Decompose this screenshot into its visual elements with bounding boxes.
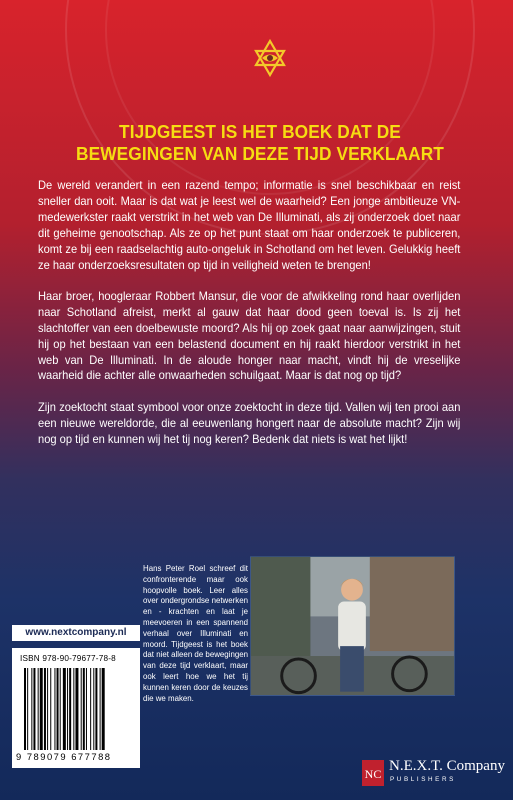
publisher-name: N.E.X.T. Company — [389, 758, 505, 774]
svg-text:NC: NC — [364, 767, 382, 781]
author-photo — [250, 556, 455, 696]
headline-line-2: BEWEGINGEN VAN DEZE TIJD VERKLAART — [76, 143, 444, 164]
blurb-paragraph-2: Haar broer, hoogleraar Robbert Mansur, die voor de afwikkeling rond haar overlijden naar Schotland afreist, merkt al gauw dat haar dood geen toeval is. Is zij het slachtoffer van een doelbewuste moord? Als hij op zoek gaat naar aanwijzingen, stuit hij op het bestaan van een belastend document en hij raakt hierdoor verstrikt in het web van De Illuminati. In de aloude honger naar macht, vindt hij de vreselijke waarheid die achter alle onwaarheden schuilgaat. Maar is dat nog op tijd? — [38, 289, 461, 383]
author-photo-illustration — [251, 557, 454, 696]
star-of-david-eye-icon — [250, 38, 290, 78]
barcode — [24, 668, 136, 750]
blurb — [38, 178, 460, 463]
isbn-barcode-box — [12, 648, 140, 768]
isbn-text: ISBN 978-90-79677-78-8 — [20, 654, 116, 663]
nc-logo-icon — [362, 760, 384, 786]
website-label: www.nextcompany.nl — [12, 625, 140, 641]
blurb-paragraph-3: Zijn zoektocht staat symbool voor onze zoektocht in deze tijd. Vallen wij ten prooi aan een nieuwe wereldorde, die al eeuwenlang hongert naar de absolute macht? Zijn wij nog op tijd en kunnen wij het tij nog keren? Bedenk dat niets is wat het lijkt! — [38, 400, 461, 446]
blurb-paragraph-1: De wereld verandert in een razend tempo; informatie is snel beschikbaar en reist sneller dan ooit. Maar is dat wat je leest wel de waarheid? Een jonge ambitieuze VN-medewerkster raakt verstrikt in het web van De Illuminati, als zij onderzoek doet naar dit geheime genootschap. Als ze op het punt staat om haar onderzoek te publiceren, komt ze bij een raadselachtig auto-ongeluk in Schotland om het leven. Gelukkig heeft ze haar onderzoeksresultaten op tijd in veiligheid weten te brengen! — [38, 179, 461, 272]
ean-number: 9 789079 677788 — [16, 751, 112, 762]
author-bio: Hans Peter Roel schreef dit confronterende maar ook hoopvolle boek. Leer alles over ondergrondse netwerken en - krachten en laat je meevoeren in een spannend verhaal over Illuminati en moord. Tijdgeest is het boek dat niet alleen de bewegingen van deze tijd verklaart, maar ook leert hoe we het tij kunnen keren door de keuzes die we maken. — [143, 564, 248, 703]
headline — [55, 121, 464, 165]
publisher-subtitle: PUBLISHERS — [390, 776, 456, 783]
headline-line-1: TIJDGEEST IS HET BOEK DAT DE — [119, 121, 401, 142]
